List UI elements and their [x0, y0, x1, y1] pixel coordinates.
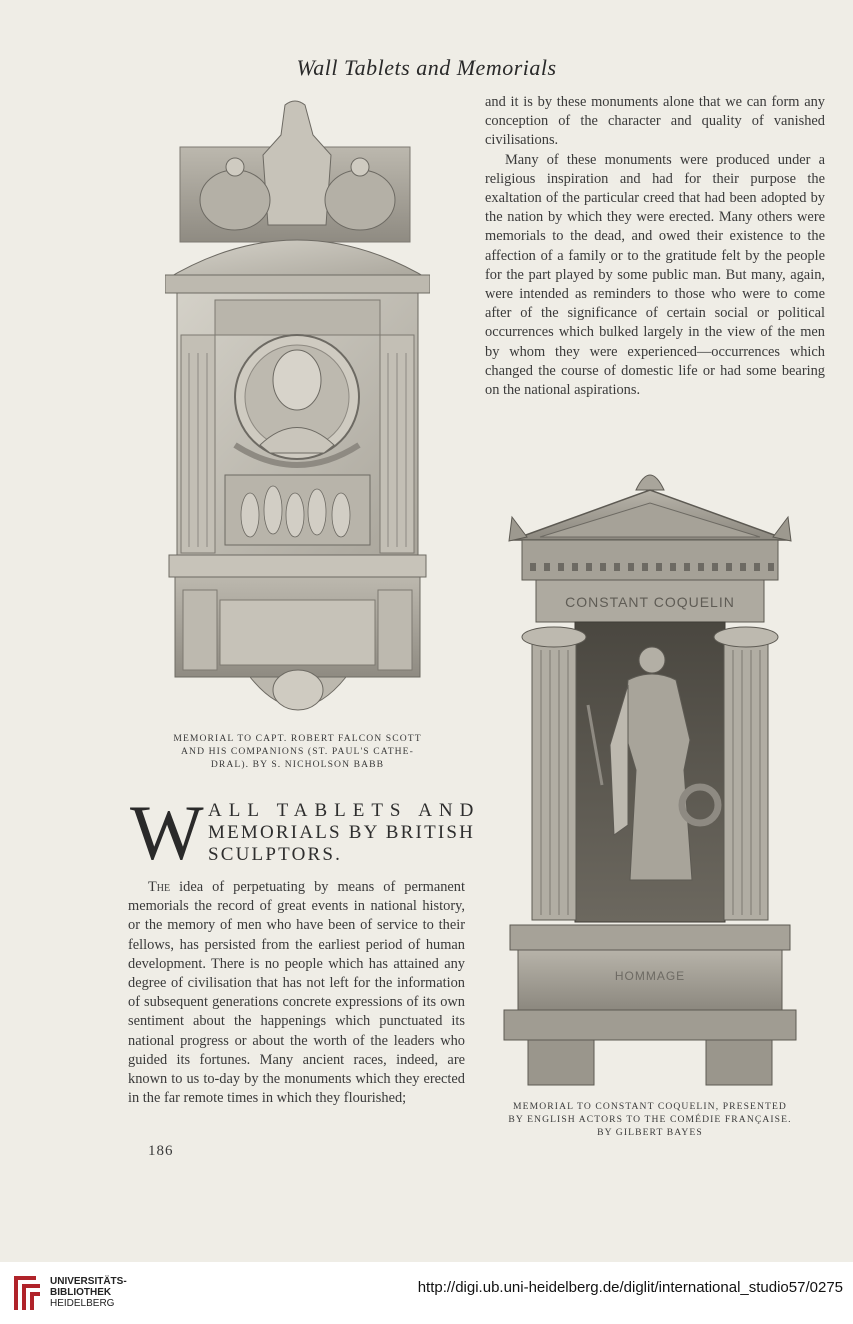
scott-caption-line: DRAL). BY S. NICHOLSON BABB: [210, 759, 385, 770]
scott-caption-line: MEMORIAL TO CAPT. ROBERT FALCON SCOTT: [173, 733, 422, 744]
library-logo-icon: [10, 1272, 44, 1314]
drop-cap: W: [130, 789, 204, 876]
coquelin-caption-line: MEMORIAL TO CONSTANT COQUELIN, PRESENTED: [513, 1101, 787, 1112]
coquelin-top-inscription: CONSTANT COQUELIN: [565, 594, 735, 610]
left-paragraph: [128, 878, 465, 1108]
coquelin-base-inscription: HOMMAGE: [614, 969, 686, 983]
running-title: Wall Tablets and Memorials: [296, 55, 557, 80]
coquelin-caption-line: BY GILBERT BAYES: [597, 1127, 703, 1138]
coquelin-memorial-image: [500, 455, 800, 1090]
left-paragraph-body: idea of perpetuating by means of permanent memorials the record of great events in national history, or the memory of men who have been of service to their fellows, has persisted from the earliest period of human development. There is no people which has attained any degree of civilisation that has not left for the information of subsequent generations concrete expressions of its own sentiment about the happenings which punctuated its national progress or about the worth of the leaders who guided its fortunes. Many ancient races, indeed, are known to us to-day by the monuments which they erected in the far remote times in which they flourished;: [128, 879, 465, 1107]
scott-caption: [150, 732, 445, 771]
library-name-line: UNIVERSITÄTS-: [50, 1276, 127, 1287]
left-column-text: [128, 878, 465, 1108]
library-name-line: BIBLIOTHEK: [50, 1287, 112, 1298]
scott-memorial-image: [165, 95, 430, 720]
page-number: 186: [148, 1143, 174, 1159]
heading-line: MEMORIALS BY BRITISH: [208, 822, 476, 843]
source-url-link[interactable]: http://digi.ub.uni-heidelberg.de/diglit/international_studio57/0275: [417, 1279, 843, 1296]
right-column-text: [485, 93, 825, 400]
article-heading: [130, 789, 481, 876]
heading-line: SCULPTORS.: [208, 844, 343, 865]
coquelin-caption: [500, 1100, 800, 1139]
heading-text: [208, 800, 481, 866]
heading-line: ALL TABLETS AND: [208, 800, 481, 821]
lead-word: The: [148, 879, 171, 895]
library-name-line: HEIDELBERG: [50, 1298, 115, 1309]
scott-caption-line: AND HIS COMPANIONS (ST. PAUL'S CATHE-: [181, 746, 414, 757]
right-paragraph-2: Many of these monuments were produced under a religious inspiration and had for their purpose the exaltation of the particular creed that had been adopted by the nation by which they were erected. Many others were memorials to the dead, and owed their existence to the affection of a family or to the gratitude felt by the people for the part played by some public man. But many, again, were intended as reminders to those who were to come after of the significance of certain social or political occurrences which bulked largely in the view of the men by whom they were experienced—occurrences which changed the course of domestic life or had some bearing on the national aspirations.: [485, 151, 825, 399]
library-name: [50, 1276, 127, 1309]
footer-bar: [0, 1262, 853, 1324]
coquelin-caption-line: BY ENGLISH ACTORS TO THE COMÉDIE FRANÇAISE.: [508, 1114, 792, 1125]
right-paragraph-1: and it is by these monuments alone that we can form any conception of the character and quality of vanished civilisations.: [485, 94, 825, 149]
